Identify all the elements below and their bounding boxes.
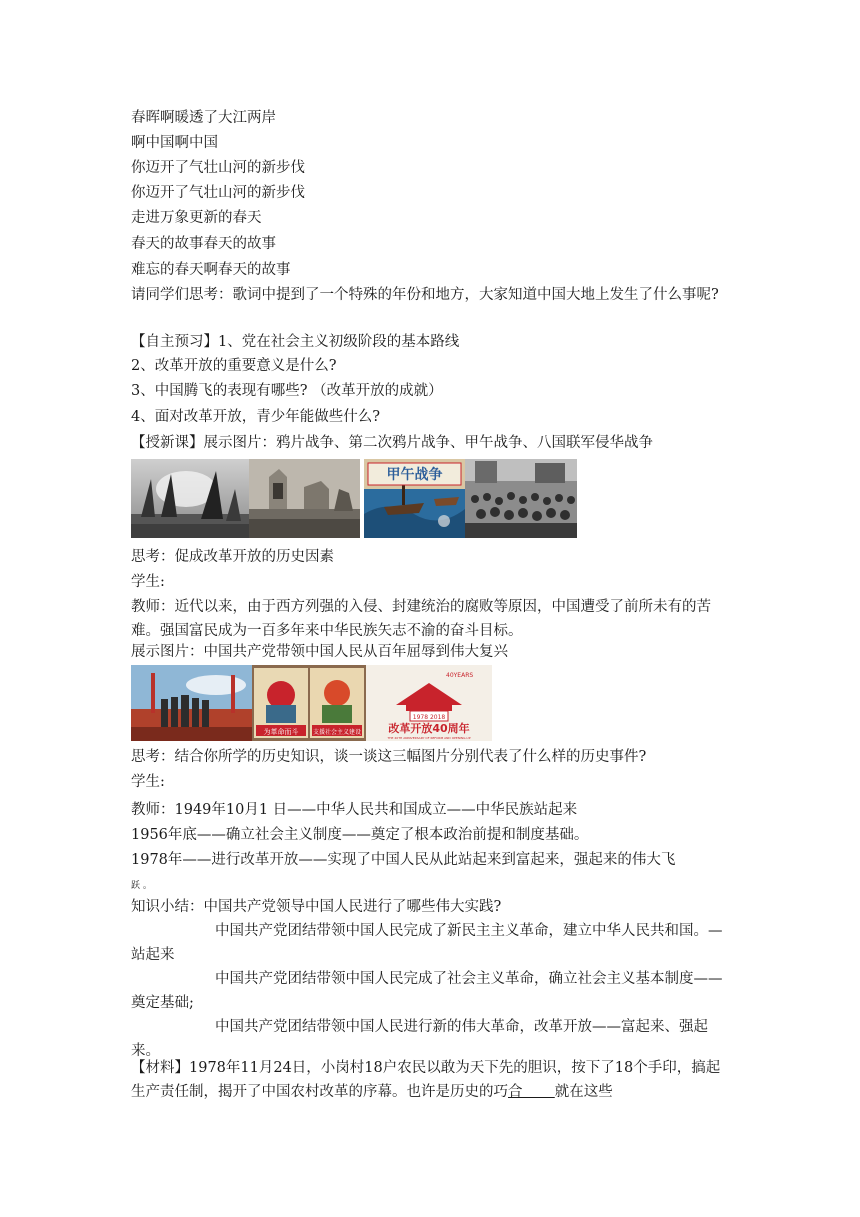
lyric-line-5: 走进万象更新的春天 [131, 210, 262, 226]
poster-title-text: 甲午战争 [386, 467, 443, 483]
preview-item-3: 3、中国腾飞的表现有哪些? （改革开放的成就） [131, 383, 443, 399]
badge-title: 改革开放40周年 [388, 722, 470, 735]
material-underlined: 合 [508, 1084, 523, 1100]
badge-years: 1978 2018 [412, 714, 446, 721]
student-answer-1: 学生: [131, 574, 165, 590]
summary-point-2: 中国共产党团结带领中国人民完成了社会主义革命，确立社会主义基本制度——奠定基础; [131, 971, 723, 1011]
founding-ceremony-painting [131, 665, 252, 741]
eight-nation-alliance-photo [465, 459, 577, 538]
material-blank [523, 1084, 555, 1100]
ruins-photo [249, 459, 360, 538]
teacher-line-1978: 1978年——进行改革开放——实现了中国人民从此站起来到富起来，强起来的伟大飞 [131, 852, 676, 868]
sino-japanese-war-poster [364, 459, 465, 538]
lyric-line-7: 难忘的春天啊春天的故事 [131, 262, 291, 278]
material-paragraph [131, 1056, 723, 1104]
student-answer-2: 学生: [131, 774, 165, 790]
teacher-line-1949: 教师：1949年10月1 日——中华人民共和国成立——中华民族站起来 [131, 802, 578, 818]
poster-left-text: 为革命而斗 [263, 728, 299, 736]
question-intro: 请同学们思考：歌词中提到了一个特殊的年份和地方，大家知道中国大地上发生了什么事呢? [131, 287, 719, 303]
badge-subtitle: THE 40TH ANNIVERSARY OF REFORM AND OPENING-UP [387, 736, 471, 740]
summary-question: 知识小结：中国共产党领导中国人民进行了哪些伟大实践? [131, 899, 502, 915]
summary-point-3: 中国共产党团结带领中国人民进行新的伟大革命，改革开放——富起来、强起来。 [131, 1019, 708, 1059]
think-question-2: 思考：结合你所学的历史知识，谈一谈这三幅图片分别代表了什么样的历史事件? [131, 749, 647, 765]
reform-40-years-badge [366, 665, 492, 741]
teacher-line-1956: 1956年底——确立社会主义制度——奠定了根本政治前提和制度基础。 [131, 827, 589, 843]
preview-item-1: 【自主预习】1、党在社会主义初级阶段的基本路线 [131, 334, 460, 350]
lyric-line-1: 春晖啊暖透了大江两岸 [131, 110, 276, 126]
preview-item-4: 4、面对改革开放，青少年能做些什么? [131, 409, 380, 425]
opium-war-painting [131, 459, 249, 538]
preview-item-2: 2、改革开放的重要意义是什么? [131, 358, 337, 374]
propaganda-posters [252, 665, 366, 741]
material-text: 【材料】1978年11月24日，小岗村18户农民以敢为天下先的胆识，按下了18个手印，搞起生产责任制，揭开了中国农村改革的序幕。也许是历史的巧 [131, 1060, 721, 1100]
think-question-1: 思考：促成改革开放的历史因素 [131, 549, 334, 565]
teacher-explanation-1: 教师：近代以来，由于西方列强的入侵、封建统治的腐败等原因，中国遭受了前所未有的苦难。强国富民成为一百多年来中华民族矢志不渝的奋斗目标。 [131, 599, 711, 639]
summary-point-1: 中国共产党团结带领中国人民完成了新民主主义革命，建立中华人民共和国。—站起来 [131, 923, 723, 963]
lyric-line-4: 你迈开了气壮山河的新步伐 [131, 185, 305, 201]
lyric-line-6: 春天的故事春天的故事 [131, 236, 276, 252]
lesson-line: 【授新课】展示图片：鸦片战争、第二次鸦片战争、甲午战争、八国联军侵华战争 [131, 435, 653, 451]
teacher-line-1978-cont: 跃 。 [131, 881, 152, 891]
badge-top-text: 40YEARS [446, 672, 474, 679]
lyric-line-2: 啊中国啊中国 [131, 135, 218, 151]
lyric-line-3: 你迈开了气壮山河的新步伐 [131, 160, 305, 176]
material-text-end: 就在这些 [554, 1084, 613, 1100]
show-images-2: 展示图片：中国共产党带领中国人民从百年屈辱到伟大复兴 [131, 644, 508, 660]
poster-right-text: 支援社会主义建设 [312, 729, 362, 736]
